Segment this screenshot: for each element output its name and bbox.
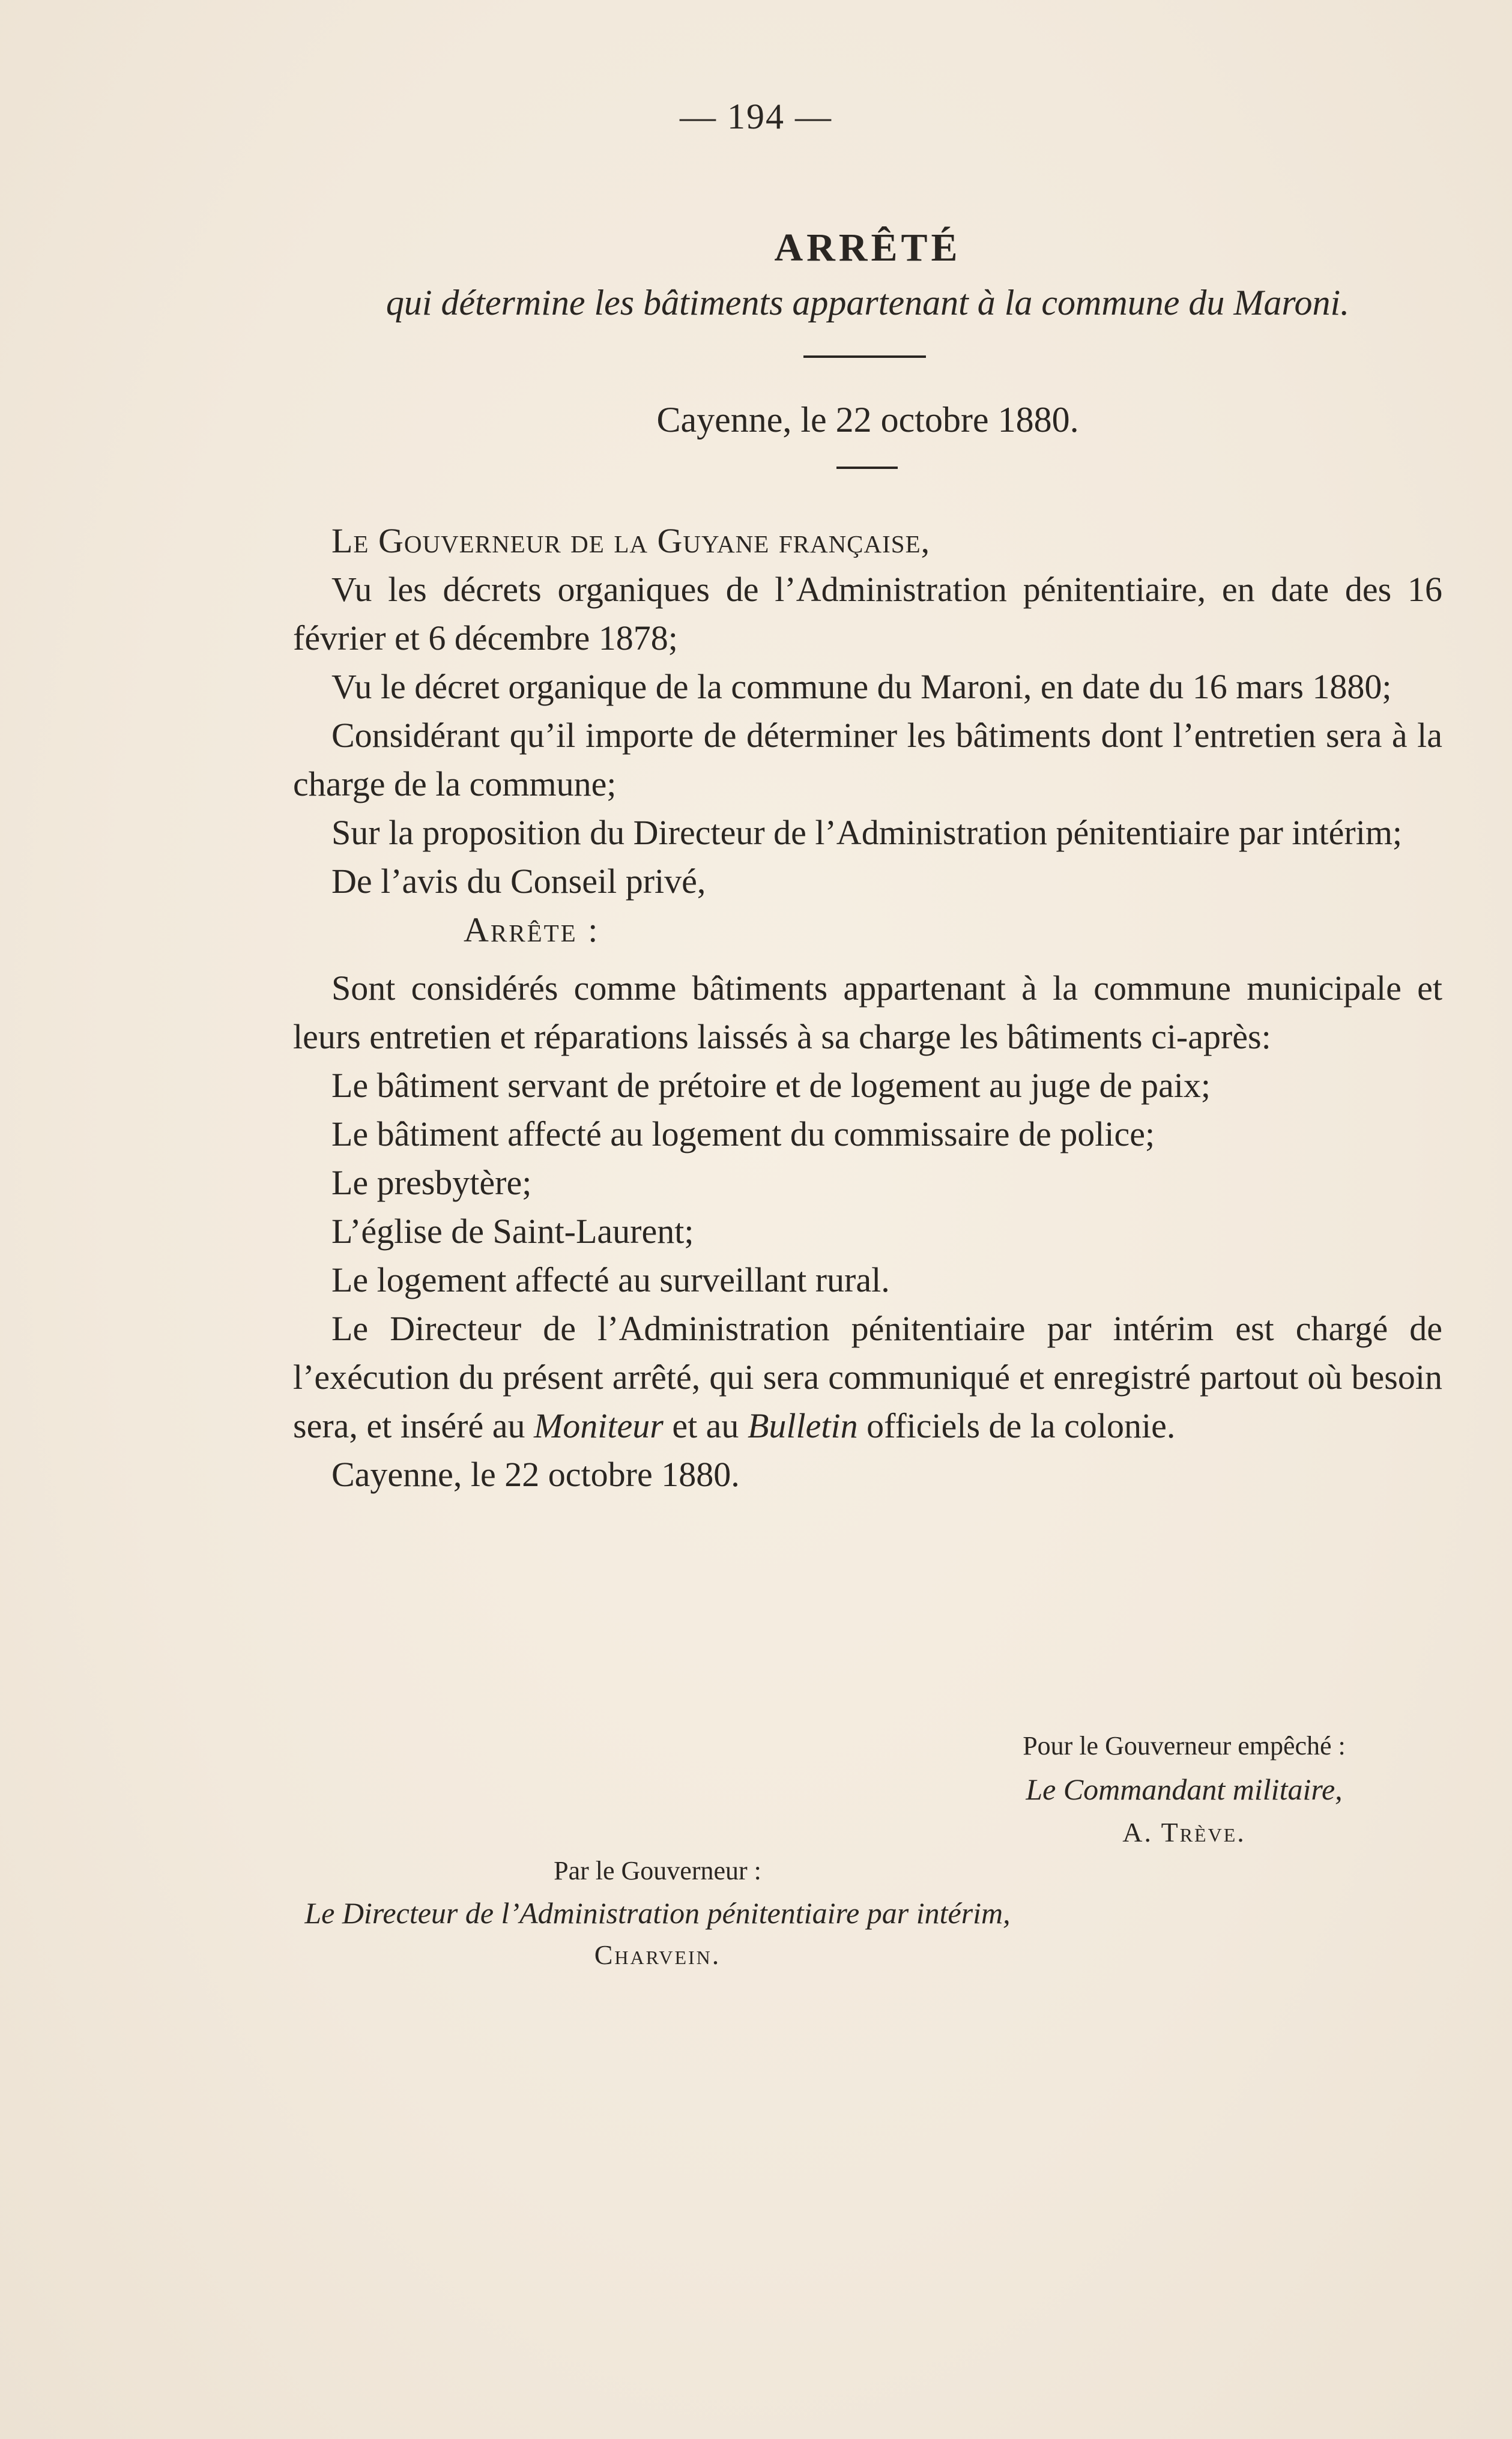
consideration-item: Vu les décrets organiques de l’Administration pénitentiaire, en date des 16 février et 6 décembre 1878; <box>293 570 1442 657</box>
governor-signature-title: Le Commandant militaire, <box>1026 1773 1343 1806</box>
article-text: Sont considérés comme bâtiments appartenant à la commune municipale et leurs entretien et réparations laissés à sa charge les bâtiments ci-après: <box>293 969 1442 1056</box>
bulletin-title: Bulletin <box>747 1406 858 1445</box>
execution-text: et au <box>663 1406 748 1445</box>
document-subtitle: qui détermine les bâtiments appartenant à la commune du Maroni. <box>386 283 1350 322</box>
director-signature-name: Charvein. <box>594 1939 721 1970</box>
consideration-item: De l’avis du Conseil privé, <box>331 862 706 901</box>
building-item: Le bâtiment servant de prétoire et de logement au juge de paix; <box>331 1066 1211 1105</box>
page-number: — 194 — <box>680 97 832 136</box>
dateline: Cayenne, le 22 octobre 1880. <box>656 400 1079 440</box>
document-body <box>293 516 1442 1499</box>
execution-text: Le Directeur de l’Administration pénitentiaire par intérim est chargé de l’exécution du présent arrêté, qui sera communiqué et enregistré partout où besoin sera, et inséré au <box>293 1309 1442 1445</box>
director-signature-line1: Par le Gouverneur : <box>554 1856 761 1885</box>
execution-text: officiels de la colonie. <box>857 1406 1176 1445</box>
consideration-item: Considérant qu’il importe de déterminer les bâtiments dont l’entretien sera à la charge de la commune; <box>293 716 1442 803</box>
moniteur-title: Moniteur <box>533 1406 664 1445</box>
governor-signature-line1: Pour le Gouverneur empêché : <box>1023 1731 1346 1760</box>
building-item: Le presbytère; <box>331 1163 532 1202</box>
director-signature <box>192 1851 1123 1975</box>
opening-line: Le Gouverneur de la Guyane française, <box>331 521 931 560</box>
consideration-item: Sur la proposition du Directeur de l’Administration pénitentiaire par intérim; <box>331 813 1403 852</box>
dateline-divider <box>836 467 898 469</box>
execution-clause <box>293 1304 1442 1450</box>
governor-signature <box>968 1726 1400 1852</box>
consideration-item: Vu le décret organique de la commune du Maroni, en date du 16 mars 1880; <box>331 667 1392 706</box>
building-item: Le logement affecté au surveillant rural. <box>331 1260 890 1299</box>
building-item: Le bâtiment affecté au logement du commissaire de police; <box>331 1114 1155 1153</box>
arrete-heading: Arrête : <box>464 910 600 949</box>
document-title: ARRÊTÉ <box>774 226 961 270</box>
title-divider <box>803 355 926 358</box>
governor-signature-name: A. Trève. <box>1122 1817 1246 1848</box>
director-signature-title: Le Directeur de l’Administration pénitentiaire par intérim, <box>304 1896 1011 1930</box>
closing-date: Cayenne, le 22 octobre 1880. <box>331 1455 740 1494</box>
building-item: L’église de Saint-Laurent; <box>331 1212 694 1251</box>
